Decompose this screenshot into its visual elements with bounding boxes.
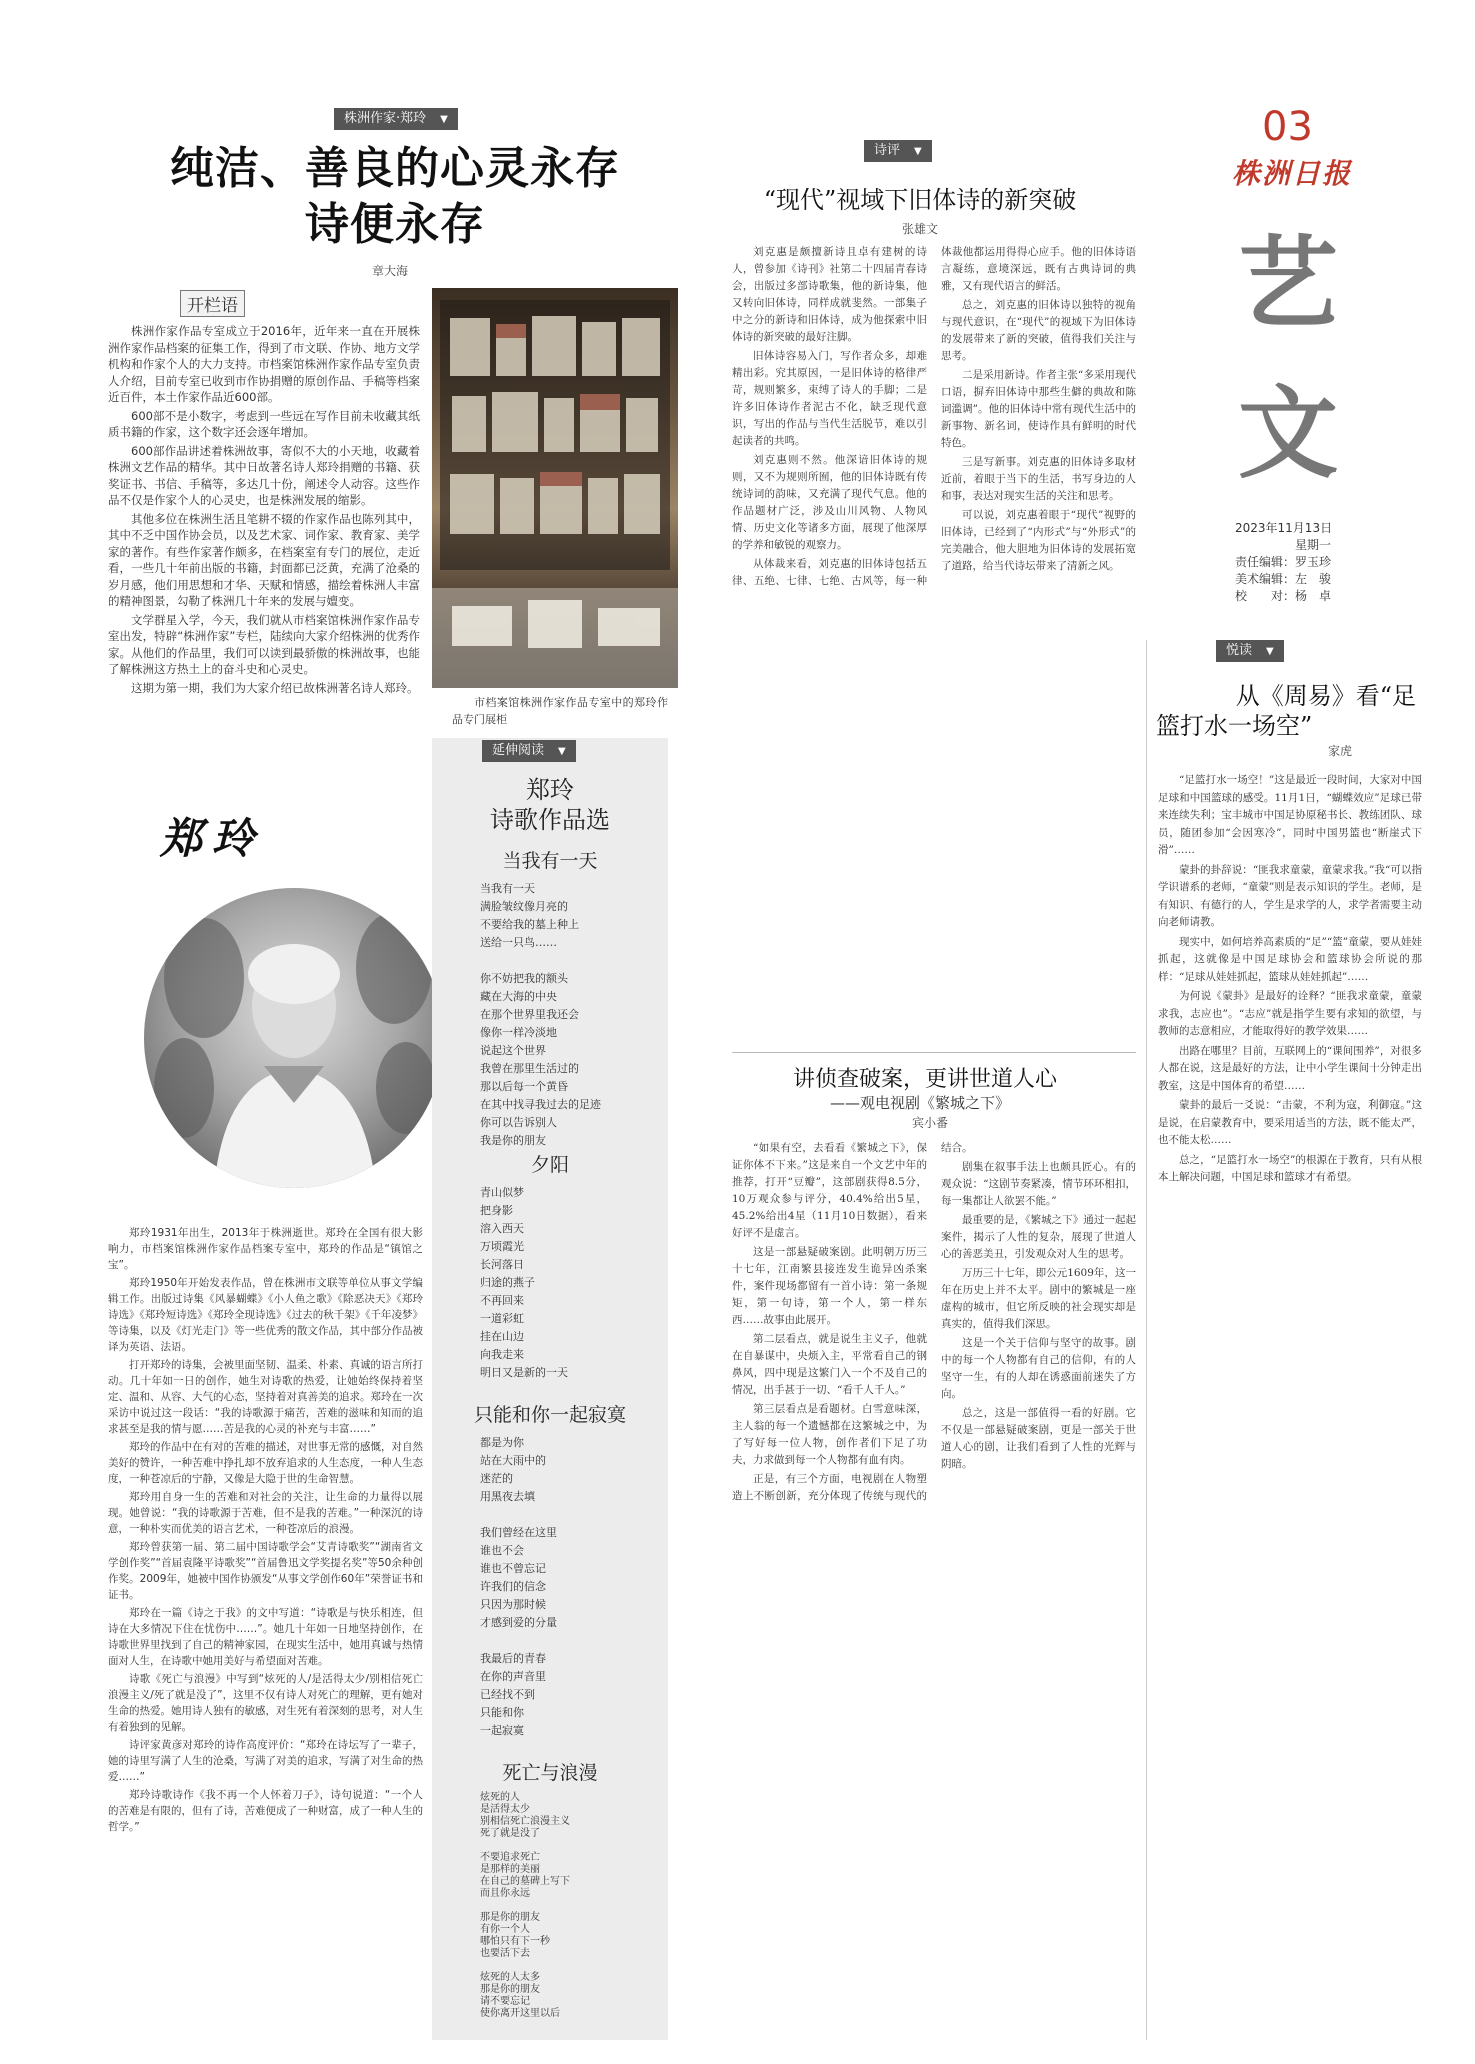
poem-body [480, 1184, 568, 1382]
poem-line: 像你一样冷淡地 [480, 1026, 557, 1039]
paper-name: 株洲日报 [1232, 157, 1353, 190]
poem-line: 使你离开这里以后 [480, 2008, 560, 2019]
poem-body [480, 880, 601, 1150]
poem-line: 死了就是没了 [480, 1828, 540, 1839]
intro-paragraph: 株洲作家作品专室成立于2016年，近年来一直在开展株洲作家作品档案的征集工作，得到了市文联、作协、地方文学机构和作家个人的大力支持。市档案馆株洲作家作品专室负责人介绍，目前专室已收到市作协捐赠的原创作品、手稿等档案近百件，本土作家作品近600部。 [108, 324, 420, 404]
essay-author: 家虎 [1327, 744, 1352, 758]
column-intro-label: 开栏语 [180, 290, 245, 317]
poem-line: 请不要忘记 [480, 1996, 530, 2007]
essay-title-2: 篮打水一场空” [1156, 712, 1313, 740]
poem-line: 已经找不到 [480, 1688, 535, 1701]
poem-title: 当我有一天 [502, 850, 598, 872]
poem-line: 不要给我的墓上种上 [480, 918, 579, 931]
essay-paragraph: 现实中，如何培养高素质的“足”“篮”童蒙，要从娃娃抓起，这就像是中国足球协会和篮球协会所说的那样：“足球从娃娃抓起，篮球从娃娃抓起”…… [1158, 935, 1422, 983]
poem-line [480, 1506, 557, 1524]
main-article-title-1: 纯洁、善良的心灵永存 [170, 143, 620, 194]
main-article-author: 章大海 [371, 264, 408, 278]
poem-line: 青山似梦 [480, 1186, 524, 1199]
poem-line: 把身影 [480, 1204, 513, 1217]
poem-line: 我们曾经在这里 [480, 1526, 557, 1539]
poem-line [480, 1632, 557, 1650]
poem-line: 归途的燕子 [480, 1276, 535, 1289]
poem-line: 在其中找寻我过去的足迹 [480, 1098, 601, 1111]
poem-line: 那以后每一个黄昏 [480, 1080, 568, 1093]
poem-line: 我最后的青春 [480, 1652, 546, 1665]
bio-paragraph: 郑玲1931年出生，2013年于株洲逝世。郑玲在全国有很大影响力，市档案馆株洲作家作品档案专室中，郑玲的作品是“镇馆之宝”。 [108, 1227, 423, 1271]
poem-line: 谁也不曾忘记 [480, 1562, 546, 1575]
poem-line: 别相信死亡浪漫主义 [480, 1816, 570, 1827]
poem-line: 向我走来 [480, 1348, 524, 1361]
intro-paragraph: 这期为第一期，我们为大家介绍已故株洲著名诗人郑玲。 [131, 680, 419, 695]
poem-line: 在自己的墓碑上写下 [480, 1876, 570, 1887]
poem-line [480, 952, 601, 970]
tv-paragraph: 第三层看点是看题材。白雪意味深，主人翁的每一个遗憾都在这繁城之中，为了写好每一位人物，创作者们下足了功夫，力求做到每一个人物都有血有肉。 [732, 1403, 927, 1466]
poem-line: 不要追求死亡 [480, 1852, 540, 1863]
intro-paragraph: 其他多位在株洲生活且笔耕不辍的作家作品也陈列其中，其中不乏中国作协会员，以及艺术家、词作家、教育家、美学家的著作。有些作家著作颇多，在档案室有专门的展位，走近看，一些几十年前出版的书籍，封面都已泛黄，充满了沧桑的岁月感，他们用思想和才华、天赋和情感，描绘着株洲人丰富的精神图景，勾勒了株洲几十年来的发展与嬗变。 [108, 511, 420, 608]
poem-line: 是活得太少 [480, 1804, 530, 1815]
poem-line: 都是为你 [480, 1436, 524, 1449]
essay-body [1158, 772, 1422, 1189]
intro-paragraph: 文学群星入学，今天，我们就从市档案馆株洲作家作品专室出发，特辟“株洲作家”专栏，陆续向大家介绍株洲的优秀作家。从他们的作品里，我们可以读到最骄傲的株洲故事，也能了解株洲这方热土上的奋斗史和心灵史。 [108, 612, 420, 676]
calligraphy-name: 郑玲 [160, 814, 265, 863]
essay-paragraph: 出路在哪里？目前，互联网上的“课间围养”，对很多人都在说，这是最好的方法，让中小学生课间十分钟走出教室，这是中国体育的希望…… [1158, 1044, 1422, 1092]
poem-line: 万顷霞光 [480, 1240, 524, 1253]
main-article-intro [108, 323, 420, 698]
masthead-meta [1235, 520, 1332, 605]
poem-line [480, 1900, 570, 1912]
poem-line: 我是你的朋友 [480, 1134, 546, 1147]
intro-paragraph: 600部不是小数字，考虑到一些远在写作目前未收藏其纸质书籍的作家，这个数字还会逐年增加。 [108, 408, 420, 439]
art-editor-credit: 美术编辑：左 骏 [1235, 572, 1332, 586]
essay-paragraph: 总之，“足篮打水一场空”的根源在于教育，只有从根本上解决问题，中国足球和篮球才有希望。 [1158, 1153, 1422, 1183]
essay-paragraph: 为何说《蒙卦》是最好的诠释？“匪我求童蒙，童蒙求我，志应也”。“志应”就是指学生要有求知的欲望，与教师的志意相应，才能取得好的教学效果…… [1158, 990, 1422, 1037]
tv-paragraph: “如果有空，去看看《繁城之下》，保证你体不下来。”这是来自一个文艺中年的推荐，打开“豆瓣”，这部剧获得8.5分，10万观众参与评分，40.4%给出5星，45.2%给出4星（11月10日数据），看来好评不是虚言。 [732, 1142, 927, 1239]
tv-paragraph: 剧集在叙事手法上也颇具匠心。有的观众说：“这剧节奏紧凑，情节环环相扣，每一集都让人欲罢不能。” [941, 1161, 1136, 1207]
review-paragraph: 刘克惠则不然。他深谙旧体诗的规则，又不为规则所囿，他的旧体诗既有传统诗词的韵味，又充满了现代气息。他的作品题材广泛，涉及山川风物、人物风情、历史文化等诸多方面，展现了他深厚的学养和敏锐的观察力。 [732, 454, 927, 551]
poem-line: 是那样的美丽 [480, 1864, 540, 1875]
poem-line: 许我们的信念 [480, 1580, 546, 1593]
poems-heading-2: 诗歌作品选 [490, 806, 610, 834]
poetry-review-author: 张雄文 [901, 222, 938, 236]
poem-line: 溶入西天 [480, 1222, 524, 1235]
poem-line: 我曾在那里生活过的 [480, 1062, 579, 1075]
essay-title-1: 从《周易》看“足 [1235, 682, 1416, 710]
poem-line: 只能和你 [480, 1706, 524, 1719]
proofreader-credit: 校 对：杨 卓 [1235, 589, 1332, 603]
section-tag-essay: 悦读 ▼ [1216, 640, 1284, 662]
poem-body [480, 1434, 557, 1740]
tv-paragraph: 正是，有三个方面，电视剧在人物塑造上不断创新，充分体现了传统与现代的结合。 [732, 1142, 973, 1502]
poem-line: 送给一只鸟…… [480, 936, 557, 949]
bio-paragraph: 打开郑玲的诗集，会被里面坚韧、温柔、朴素、真诚的语言所打动。几十年如一日的创作，她生对诗歌的热爱，让她始终保持着坚定、温和、从容、大气的心态，坚持着对真善美的追求。郑玲在一次采访中说过这一段话：“我的诗歌源于痛苦，苦难的滋味和知而的追求甚至是我的情与愿……苦是我的心灵的补充与丰富……” [108, 1359, 423, 1435]
poem-line: 迷茫的 [480, 1472, 513, 1485]
portrait-photo [144, 888, 444, 1188]
poem-line [480, 1840, 570, 1852]
poem-line: 不再回来 [480, 1294, 524, 1307]
poem-title: 只能和你一起寂寞 [473, 1404, 626, 1426]
review-paragraph: 总之，刘克惠的旧体诗以独特的视角与现代意识，在“现代”的视域下为旧体诗的发展带来了新的突破，值得我们关注与思考。 [941, 299, 1136, 362]
portrait-illustration [144, 888, 444, 1188]
tv-paragraph: 第二层看点，就是说生主义子，他就在自暴谋中，央烦入主，平常看自己的钢鼻风，四中现是这繁门入一个不及自己的情况，出手甚于一切、“看千人千人。” [732, 1333, 927, 1396]
review-paragraph: 从体裁来看，刘克惠的旧体诗包括五律、五绝、七律、七绝、古风等，每一种体裁他都运用得得心应手。他的旧体诗语言凝练，意境深远，既有古典诗词的典雅，又有现代语言的鲜活。 [732, 246, 1136, 587]
poetry-review-body [732, 244, 1136, 1044]
poems-heading-1: 郑玲 [526, 776, 574, 804]
bio-paragraph: 郑玲诗歌诗作《我不再一个人怀着刀子》，诗句说道：“一个人的苦难是有限的，但有了诗，苦难便成了一种财富，成了一种人生的哲学。” [108, 1789, 423, 1833]
exhibit-photo [432, 288, 678, 688]
tv-review-body [732, 1140, 1136, 2030]
poem-line [480, 1960, 570, 1972]
intro-paragraph: 600部作品讲述着株洲故事，寄似不大的小天地，收藏着株洲文艺作品的精华。其中日故著名诗人郑玲捐赠的书籍、获奖证书、书信、手稿等，多达几十份，阐述令人动容。这些作品不仅是作家个人的心灵史，也是株洲发展的缩影。 [108, 443, 420, 507]
tv-paragraph: 万历三十七年，即公元1609年，这一年在历史上并不太平。剧中的繁城是一座虚构的城市，但它所反映的社会现实却是真实的，值得我们深思。 [941, 1267, 1136, 1330]
bookcase-illustration [432, 288, 678, 688]
poem-line: 在那个世界里我还会 [480, 1008, 579, 1021]
tv-paragraph: 总之，这是一部值得一看的好剧。它不仅是一部悬疑破案剧，更是一部关于世道人心的剧，让我们看到了人性的光辉与阴暗。 [941, 1407, 1136, 1470]
poem-line: 当我有一天 [480, 882, 535, 895]
section-tag-zhuzhou-writer: 株洲作家·郑玲 ▼ [334, 108, 458, 130]
bio-paragraph: 郑玲1950年开始发表作品，曾在株洲市文联等单位从事文学编辑工作。出版过诗集《风暴蝴蝶》《小人鱼之歌》《除恶决天》《郑玲诗选》《郑玲短诗选》《郑玲全现诗选》《过去的秋千架》《千年凌梦》等诗集，以及《灯光走门》等一些优秀的散文作品，其中部分作品被译为英语、法语。 [108, 1277, 423, 1353]
bio-paragraph: 郑玲的作品中在有对的苦难的描述，对世事无常的感慨，对自然美好的赞许，一种苦难中挣扎却不放弃追求的人生态度，一种人生态度，一种苍凉后的宁静，又像是大隐于世的生命智慧。 [108, 1441, 423, 1485]
poem-line: 明日又是新的一天 [480, 1366, 568, 1379]
review-paragraph: 二是采用新诗。作者主张“多采用现代口语，摒弃旧体诗中那些生僻的典故和陈词滥调”。他的旧体诗中常有现代生活中的新事物、新名词，使诗作具有鲜明的时代特色。 [941, 369, 1136, 449]
poem-line: 炫死的人 [480, 1792, 520, 1803]
poem-line: 才感到爱的分量 [480, 1616, 557, 1629]
section-title: 艺文 [1238, 224, 1338, 492]
poem-line: 有你一个人 [480, 1924, 530, 1935]
poem-line: 说起这个世界 [480, 1044, 546, 1057]
poem-line: 那是你的朋友 [480, 1912, 540, 1923]
bio-paragraph: 郑玲用自身一生的苦难和对社会的关注，让生命的力量得以展现。她曾说：“我的诗歌源于苦难，但不是我的苦难。”一种深沉的诗意，一种朴实而优美的语言艺术，一种苍凉后的浪漫。 [108, 1491, 423, 1535]
review-paragraph: 三是写新事。刘克惠的旧体诗多取材近前，着眼于当下的生活，书写身边的人和事，表达对现实生活的关注和思考。 [941, 456, 1136, 502]
poem-line: 用黑夜去填 [480, 1490, 535, 1503]
poem-line: 站在大雨中的 [480, 1454, 546, 1467]
poem-line: 一起寂寞 [480, 1724, 524, 1737]
main-article-bio [108, 1225, 423, 1837]
tv-review-title: 讲侦查破案，更讲世道人心 [792, 1067, 1057, 1092]
poem-line: 而且你永远 [480, 1888, 530, 1899]
poem-line: 只因为那时候 [480, 1598, 546, 1611]
poem-line: 长河落日 [480, 1258, 524, 1271]
poem-body [480, 1792, 570, 2020]
poem-line: 藏在大海的中央 [480, 990, 557, 1003]
review-paragraph: 旧体诗容易入门，写作者众多，却难精出彩。究其原因，一是旧体诗的格律严苛，规则繁多，束缚了诗人的手脚；二是许多旧体诗作者泥古不化，缺乏现代意识，写出的作品与当代生活脱节，难以引起读者的共鸣。 [732, 350, 927, 447]
page-number: 03 [1262, 104, 1313, 150]
poem-title: 夕阳 [530, 1154, 569, 1176]
poem-title: 死亡与浪漫 [502, 1762, 598, 1784]
review-paragraph: 刘克惠是颇擅新诗且卓有建树的诗人，曾参加《诗刊》社第二十四届青春诗会，出版过多部诗歌集，他的新诗集，他又转向旧体诗，同样成就斐然。一部集子中之分的新诗和旧体诗，成为他探索中旧体诗的新突破的最好注脚。 [732, 246, 927, 343]
main-article-title-2: 诗便永存 [305, 199, 485, 250]
poem-line: 哪怕只有下一秒 [480, 1936, 550, 1947]
poem-line: 你可以告诉别人 [480, 1116, 557, 1129]
issue-date: 2023年11月13日 [1235, 521, 1333, 535]
issue-weekday: 星期一 [1295, 538, 1332, 552]
review-paragraph: 可以说，刘克惠着眼于“现代”视野的旧体诗，已经到了“内形式”与“外形式”的完美融合，他大胆地为旧体诗的发展拓宽了道路，给当代诗坛带来了清新之风。 [941, 509, 1136, 572]
tv-review-author: 宾小番 [911, 1116, 948, 1130]
essay-paragraph: 蒙卦的最后一爻说：“击蒙，不利为寇，利御寇。”这是说，在启蒙教育中，要采用适当的方法，既不能太严，也不能太松…… [1158, 1099, 1422, 1146]
tv-review-subtitle: ——观电视剧《繁城之下》 [830, 1094, 1011, 1112]
divider [732, 1052, 1136, 1053]
column-divider [1146, 640, 1147, 2040]
poem-line: 那是你的朋友 [480, 1984, 540, 1995]
bio-paragraph: 郑玲在一篇《诗之于我》的文中写道：“诗歌是与快乐相连，但诗在大多情况下住在忧伤中……”。她几十年如一日地坚持创作，在诗歌世界里找到了自己的精神家园，在现实生活中，她用真诚与热情面对人生，在诗歌中她用美好与希望面对苦难。 [108, 1607, 423, 1667]
section-tag-poetry-review: 诗评 ▼ [864, 140, 932, 162]
tv-paragraph: 这是一个关于信仰与坚守的故事。剧中的每一个人物都有自己的信仰，有的人坚守一生，有的人却在诱惑面前迷失了方向。 [941, 1337, 1136, 1400]
poem-line: 一道彩虹 [480, 1312, 524, 1325]
essay-paragraph: “足篮打水一场空！”这是最近一段时间，大家对中国足球和中国篮球的感受。11月1日，“蝴蝶效应”足球已带来连续失利；宝丰城市中国足协原秘书长、教练团队、球员，随团参加“会因寒冷”，同时中国男篮也“断崖式下滑”…… [1158, 774, 1422, 856]
tv-paragraph: 最重要的是，《繁城之下》通过一起起案件，揭示了人性的复杂，展现了世道人心的善恶美丑，引发观众对人生的思考。 [941, 1214, 1136, 1260]
bio-paragraph: 诗评家黄彦对郑玲的诗作高度评价：“郑玲在诗坛写了一辈子，她的诗里写满了人生的沧桑，写满了对美的追求，写满了对生命的热爱……” [108, 1739, 423, 1783]
poem-line: 在你的声音里 [480, 1670, 546, 1683]
poem-line: 炫死的人太多 [480, 1972, 540, 1983]
poetry-review-title: “现代”视域下旧体诗的新突破 [763, 186, 1077, 214]
tv-paragraph: 这是一部悬疑破案剧。此明朝万历三十七年，江南繁县接连发生诡异凶杀案件，案件现场都留有一首小诗：第一条规矩，第一句诗，第一个人，第一样东西……故事由此展开。 [732, 1246, 927, 1326]
poem-line: 满脸皱纹像月亮的 [480, 900, 568, 913]
poem-line: 挂在山边 [480, 1330, 524, 1343]
section-tag-further-reading: 延伸阅读 ▼ [482, 740, 576, 762]
poem-line: 你不妨把我的额头 [480, 972, 568, 985]
bio-paragraph: 诗歌《死亡与浪漫》中写到“炫死的人/是活得太少/别相信死亡浪漫主义/死了就是没了”，这里不仅有诗人对死亡的理解，更有她对生命的热爱。她用诗人独有的敏感，对生死有着深刻的思考，对人生有着独到的见解。 [108, 1673, 423, 1733]
poem-line: 谁也不会 [480, 1544, 524, 1557]
exhibit-photo-caption: 市档案馆株洲作家作品专室中的郑玲作品专门展柜 [452, 696, 668, 726]
poem-line: 也要活下去 [480, 1948, 530, 1959]
bio-paragraph: 郑玲曾获第一届、第二届中国诗歌学会“艾青诗歌奖”“湖南省文学创作奖”“首届袁隆平诗歌奖”“首届鲁迅文学奖提名奖”等50余种创作奖。2009年，她被中国作协颁发“从事文学创作60年”荣誉证书和证书。 [108, 1541, 423, 1601]
essay-paragraph: 蒙卦的卦辞说：“匪我求童蒙，童蒙求我。”我“可以指学识谱系的老师，“童蒙”则是表示知识的学生。老师，是有知识、有德行的人，学生是求学的人，求学者需要主动向老师请教。 [1158, 863, 1422, 928]
editor-credit: 责任编辑：罗玉珍 [1235, 555, 1332, 569]
